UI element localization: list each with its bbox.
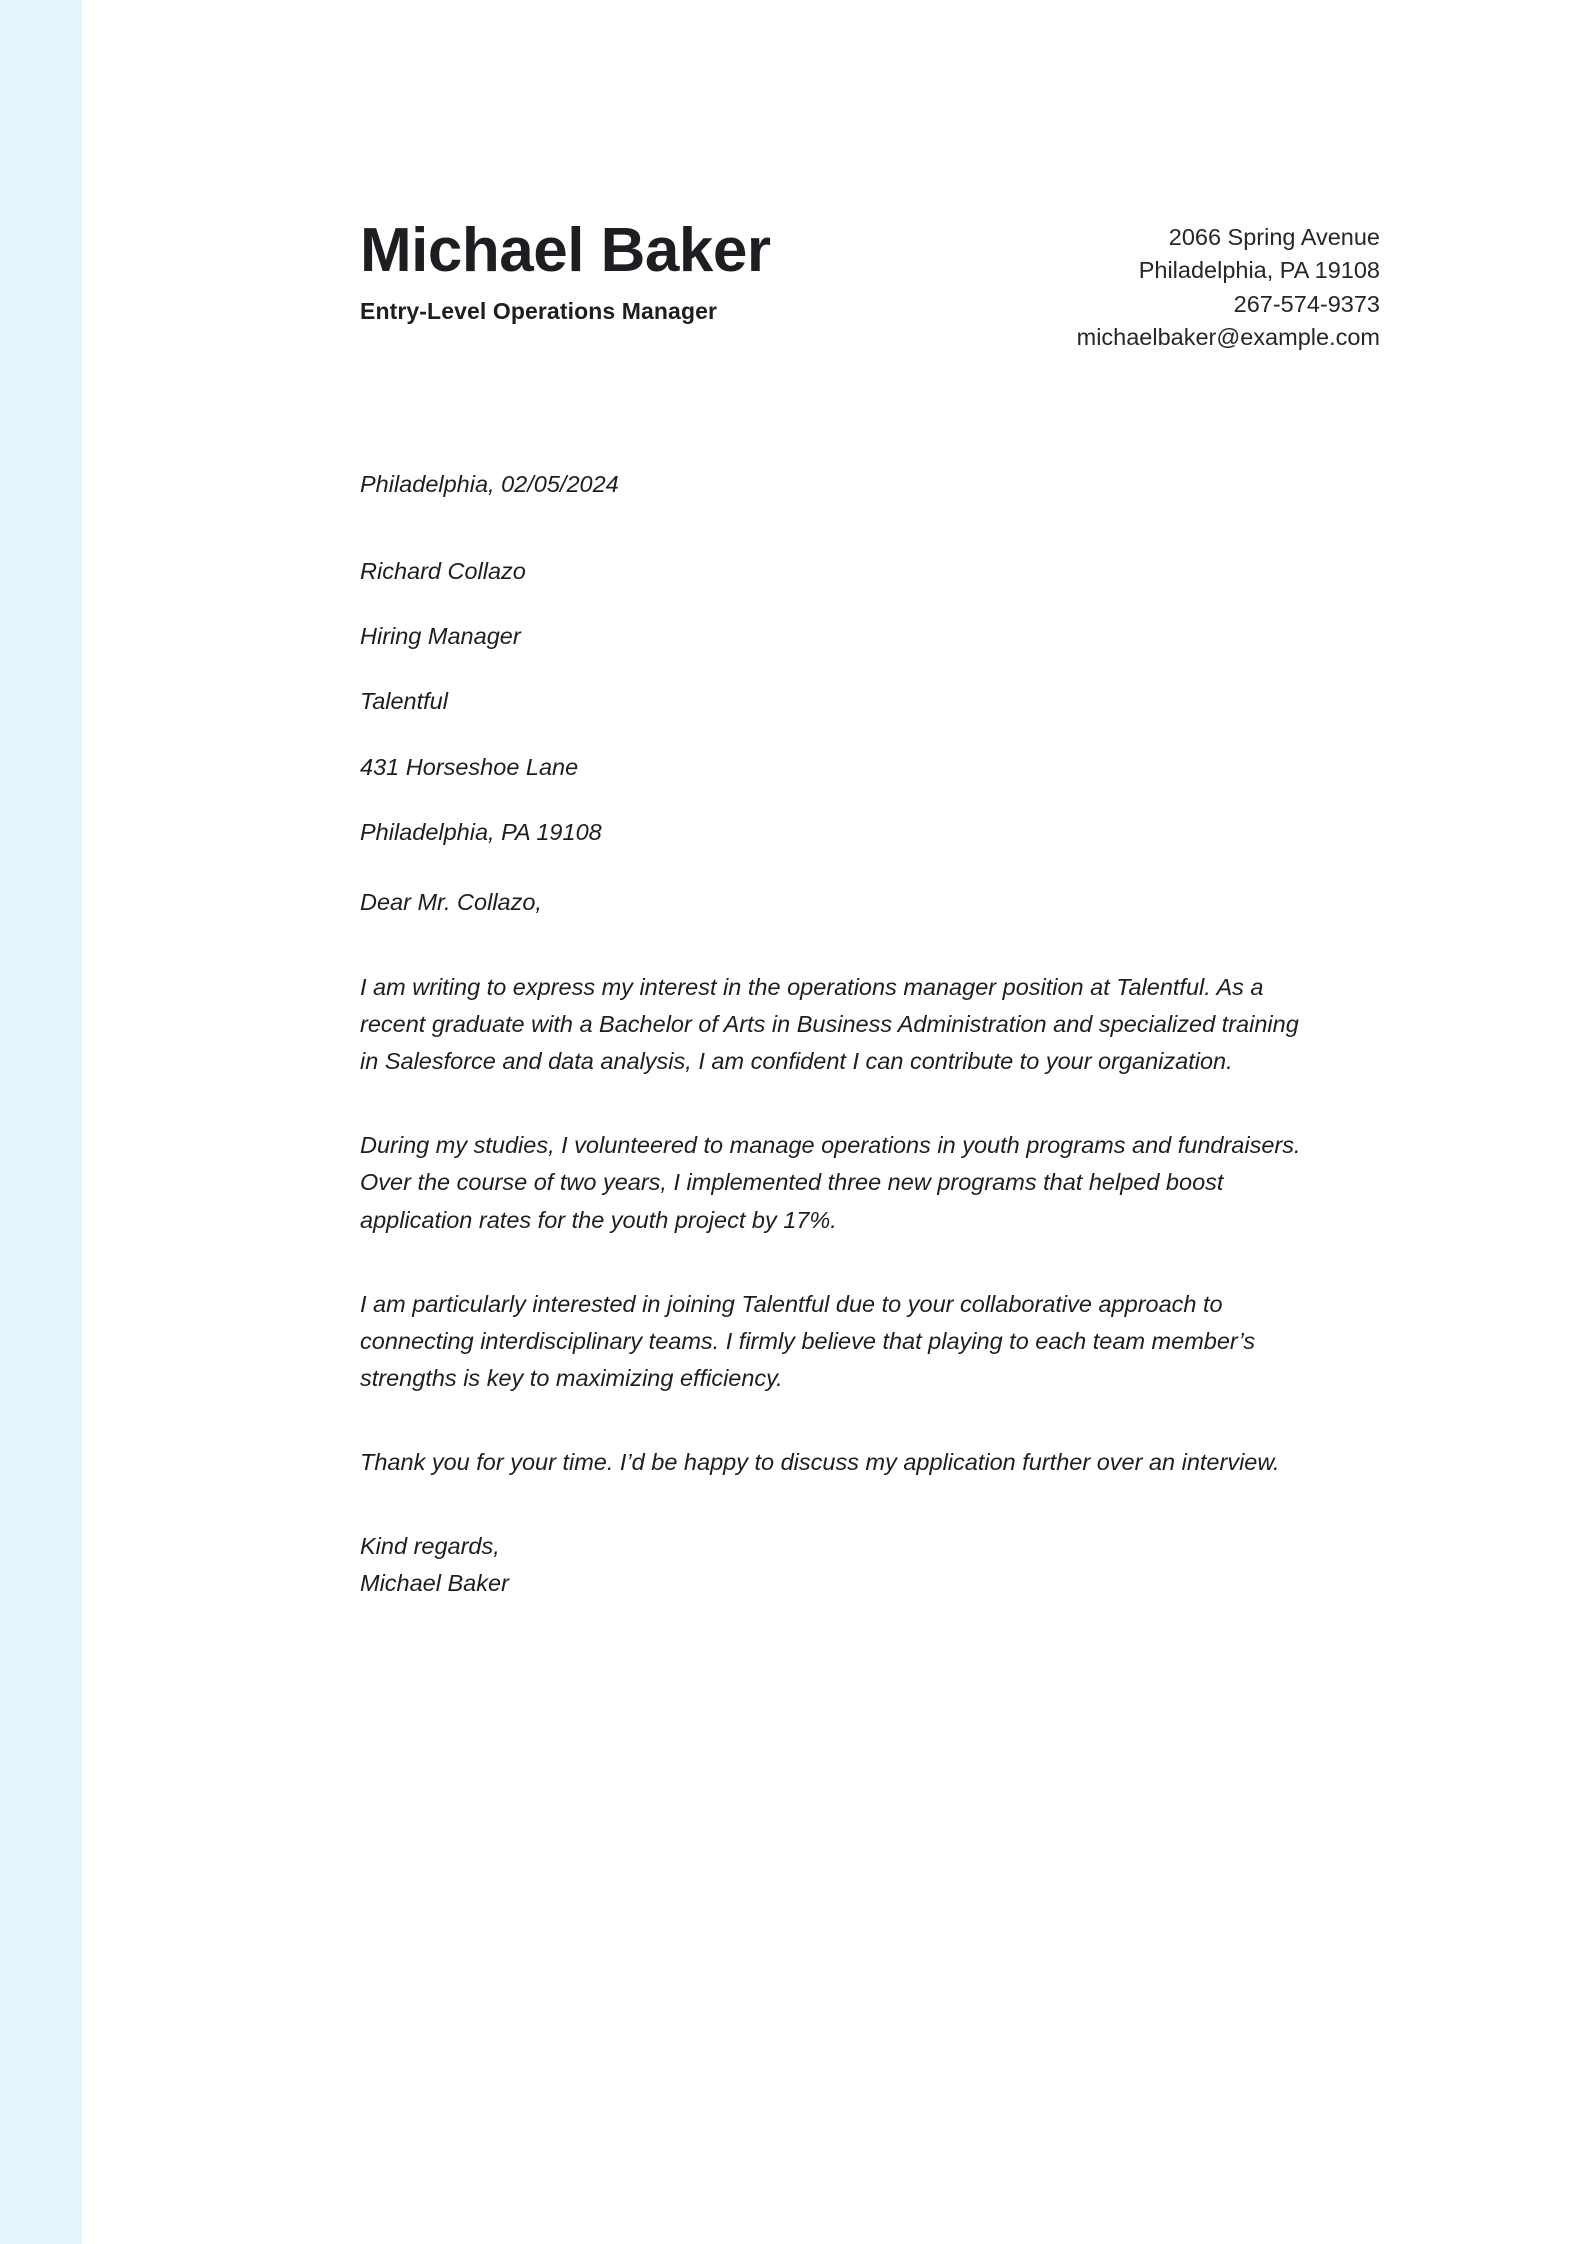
contact-phone: 267-574-9373 [1233, 290, 1380, 317]
salutation: Dear Mr. Collazo, [360, 888, 542, 915]
page-title: Michael Baker [360, 216, 771, 285]
closing-phrase: Kind regards, [360, 1533, 500, 1560]
contact-city-state-zip: Philadelphia, PA 19108 [1138, 257, 1380, 284]
recipient-company: Talentful [360, 688, 448, 715]
job-title: Entry-Level Operations Manager [360, 298, 718, 325]
body-paragraph-3: I am particularly interested in joining Talentful due to your collaborative approach to connecting interdisciplinary teams. I firmly believe that playing to each team member’s strengths is key to maximizing efficiency. [360, 1290, 1256, 1391]
contact-block [1077, 215, 1380, 354]
recipient-name: Richard Collazo [360, 558, 526, 585]
body-paragraph-4: Thank you for your time. I’d be happy to discuss my application further over an interview. [360, 1449, 1280, 1475]
contact-street: 2066 Spring Avenue [1168, 224, 1380, 250]
body-paragraph-1: I am writing to express my interest in the operations manager position at Talentful. As a recent graduate with a Bachelor of Arts in Business Administration and specialized training in Salesforce and data analysis, I am confident I can contribute to your organization. [360, 973, 1299, 1075]
date-line: Philadelphia, 02/05/2024 [360, 471, 619, 497]
contact-email: michaelbaker@example.com [1076, 324, 1380, 351]
body-paragraph-2: During my studies, I volunteered to manage operations in youth programs and fundraisers. Over the course of two years, I implemented three new programs that helped boost application rates for the youth project by 17%. [360, 1132, 1301, 1233]
recipient-role: Hiring Manager [360, 623, 521, 650]
letter-body [360, 466, 1305, 1601]
signoff-block [360, 1528, 1305, 1601]
recipient-city-state-zip: Philadelphia, PA 19108 [360, 818, 602, 845]
recipient-street: 431 Horseshoe Lane [360, 753, 579, 780]
signature-name: Michael Baker [360, 1569, 509, 1596]
letter-header [360, 215, 1380, 354]
recipient-block [360, 553, 1305, 851]
identity-block [360, 215, 771, 325]
document-sheet [82, 0, 1588, 2244]
left-accent-stripe [0, 0, 82, 2244]
